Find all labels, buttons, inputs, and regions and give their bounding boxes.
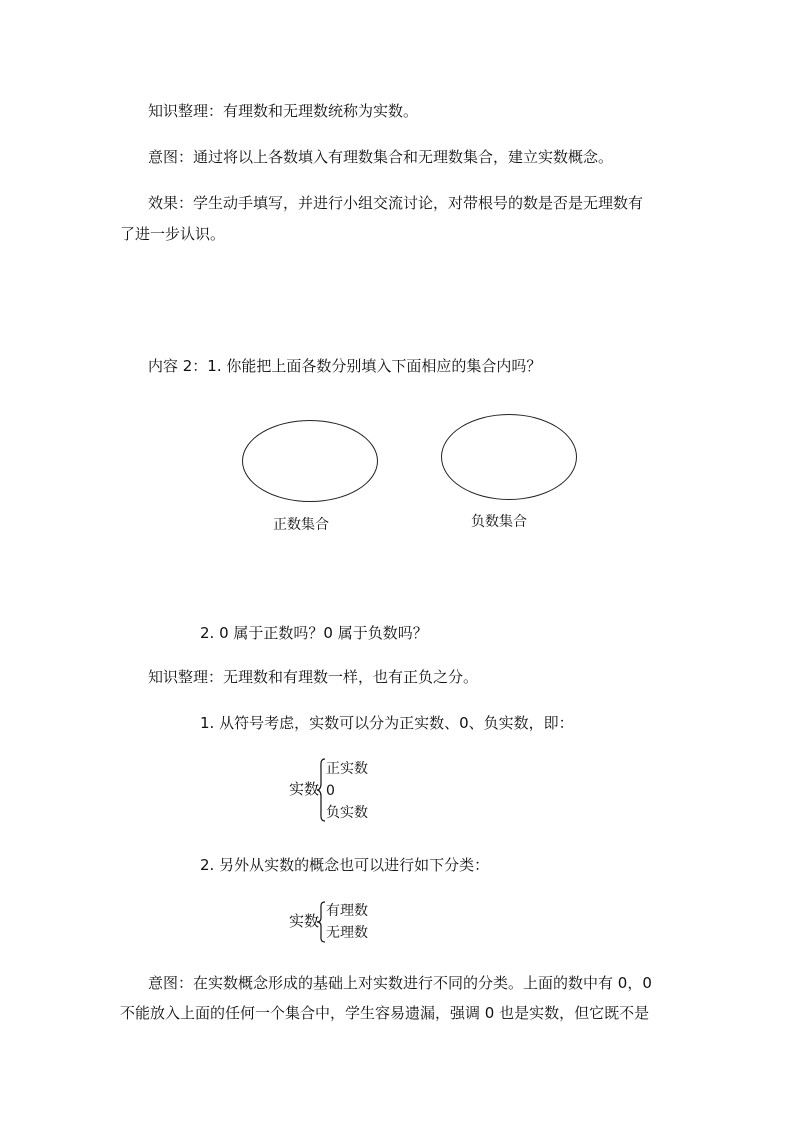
- content-2-question-1: 内容 2：1. 你能把上面各数分别填入下面相应的集合内吗？: [148, 357, 542, 375]
- intent-paragraph-1: 意图：通过将以上各数填入有理数集合和无理数集合，建立实数概念。: [148, 148, 614, 166]
- knowledge-summary-2: 知识整理：无理数和有理数一样，也有正负之分。: [148, 668, 479, 686]
- effect-paragraph-line-1: 效果：学生动手填写，并进行小组交流讨论，对带根号的数是否是无理数有: [148, 194, 644, 212]
- classification-1-item: 正实数: [326, 761, 368, 777]
- negative-set-label: 负数集合: [471, 514, 527, 530]
- question-2: 2. 0 属于正数吗？0 属于负数吗？: [200, 624, 428, 642]
- intent-paragraph-2-line-1: 意图：在实数概念形成的基础上对实数进行不同的分类。上面的数中有 0，0: [148, 974, 652, 992]
- intent-paragraph-2-line-2: 不能放入上面的任何一个集合中，学生容易遗漏，强调 0 也是实数，但它既不是: [120, 1004, 650, 1022]
- positive-set-ellipse: [242, 420, 378, 502]
- classification-1-intro: 1. 从符号考虑，实数可以分为正实数、0、负实数，即：: [200, 714, 574, 732]
- knowledge-summary-1: 知识整理：有理数和无理数统称为实数。: [148, 102, 419, 120]
- classification-1-item: 0: [326, 783, 335, 799]
- classification-2-intro: 2. 另外从实数的概念也可以进行如下分类：: [200, 856, 490, 874]
- effect-paragraph-line-2: 了进一步认识。: [120, 225, 226, 243]
- classification-1-root: 实数: [289, 780, 320, 798]
- negative-set-ellipse: [441, 414, 577, 500]
- positive-set-label: 正数集合: [273, 517, 329, 533]
- classification-2-item: 有理数: [326, 903, 368, 919]
- classification-2-item: 无理数: [326, 925, 368, 941]
- classification-1-item: 负实数: [326, 805, 368, 821]
- classification-2-root: 实数: [289, 912, 320, 930]
